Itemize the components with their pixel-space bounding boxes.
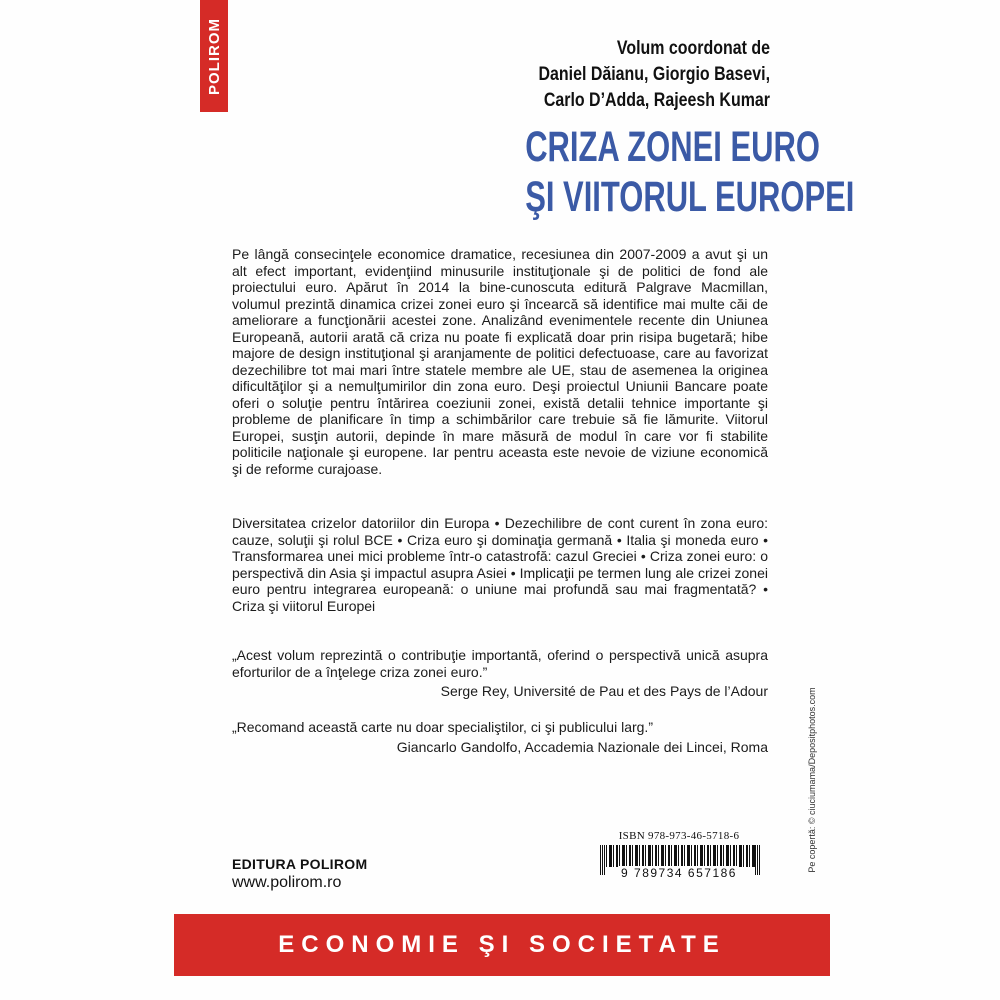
review-quote-attribution: Serge Rey, Université de Pau et des Pays de l’Adour bbox=[440, 683, 768, 699]
blurb-paragraph: Pe lângă consecinţele economice dramatice, recesiunea din 2007-2009 a avut şi un alt efect important, evidenţiind minusurile instituţionale şi de politici de fond ale proiectului euro. Apărut în 2014 la bine-cunoscuta editură Palgrave Macmillan, volumul prezintă dinamica crizei zonei euro şi încearcă să identifice mai multe căi de ameliorare a funcţionării acestei zone. Analizând evenimentele recente din Uniunea Europeană, autorii arată că criza nu poate fi explicată doar prin risipa bugetară; hibe majore de design instituţional şi aranjamente de politici defectuoase, care au favorizat dezechilibre tot mai mari între statele membre ale UE, stau de asemenea la originea dificultăţilor şi a nemulţumirilor din zona euro. Deşi proiectul Uniunii Bancare poate oferi o soluţie pentru întărirea coeziunii zonei, există detalii tehnice importante şi probleme de planificare în timp a schimbărilor care trebuie să fie lămurite. Viitorul Europei, susţin autorii, depinde în mare măsură de modul în care vor fi stabilite politicile naţionale şi europene. Iar pentru aceasta este nevoie de viziune economică şi de reforme curajoase. bbox=[232, 246, 768, 477]
barcode-digits-text: 9 789734 657186 bbox=[621, 866, 737, 880]
book-title-line-1: CRIZA ZONEI EURO bbox=[525, 123, 820, 171]
coordinators-names-1: Daniel Dăianu, Giorgio Basevi, bbox=[538, 64, 770, 85]
review-quote-text: „Recomand această carte nu doar specialiştilor, ci şi publicului larg.” bbox=[232, 719, 653, 735]
topics-paragraph: Diversitatea crizelor datoriilor din Europa • Dezechilibre de cont curent în zona euro: cauze, soluţii şi rolul BCE • Criza euro şi dominaţia germană • Italia şi moneda euro • Transformarea unei mici probleme într-o catastrofă: cazul Greciei • Criza zonei euro: o perspectivă din Asia şi impactul asupra Asiei • Implicaţii pe termen lung ale crizei zonei euro pentru integrarea europeană: o uniune mai profundă sau mai fragmentată? • Criza şi viitorul Europei bbox=[232, 515, 768, 614]
series-label: ECONOMIE ŞI SOCIETATE bbox=[278, 931, 726, 958]
series-band bbox=[174, 914, 830, 976]
isbn-label: ISBN 978-973-46-5718-6 bbox=[618, 830, 740, 842]
barcode-digits bbox=[590, 866, 768, 880]
publisher-tab-label: POLIROM bbox=[205, 17, 223, 95]
isbn-barcode-block bbox=[590, 830, 768, 878]
book-title-line-2: ŞI VIITORUL EUROPEI bbox=[525, 173, 855, 221]
review-quote-attribution: Giancarlo Gandolfo, Accademia Nazionale dei Lincei, Roma bbox=[396, 738, 768, 755]
book-title bbox=[525, 122, 855, 222]
photo-credit-text: Pe copertă: © ciuciumama/Depositphotos.com bbox=[807, 687, 817, 873]
photo-credit bbox=[804, 662, 820, 898]
coordinators-intro: Volum coordonat de bbox=[616, 38, 770, 59]
coordinators-names-2: Carlo D’Adda, Rajeesh Kumar bbox=[543, 90, 770, 111]
publisher-name: EDITURA POLIROM bbox=[232, 856, 368, 872]
publisher-url: www.polirom.ro bbox=[232, 874, 342, 891]
review-quote bbox=[232, 719, 768, 755]
review-quote bbox=[232, 647, 768, 700]
review-quote-text: „Acest volum reprezintă o contribuţie importantă, oferind o perspectivă unică asupra eforturilor de a înţelege criza zonei euro.” bbox=[232, 647, 768, 680]
coordinators-block bbox=[518, 36, 770, 114]
publisher-tab bbox=[200, 0, 228, 112]
barcode-icon bbox=[600, 845, 760, 867]
